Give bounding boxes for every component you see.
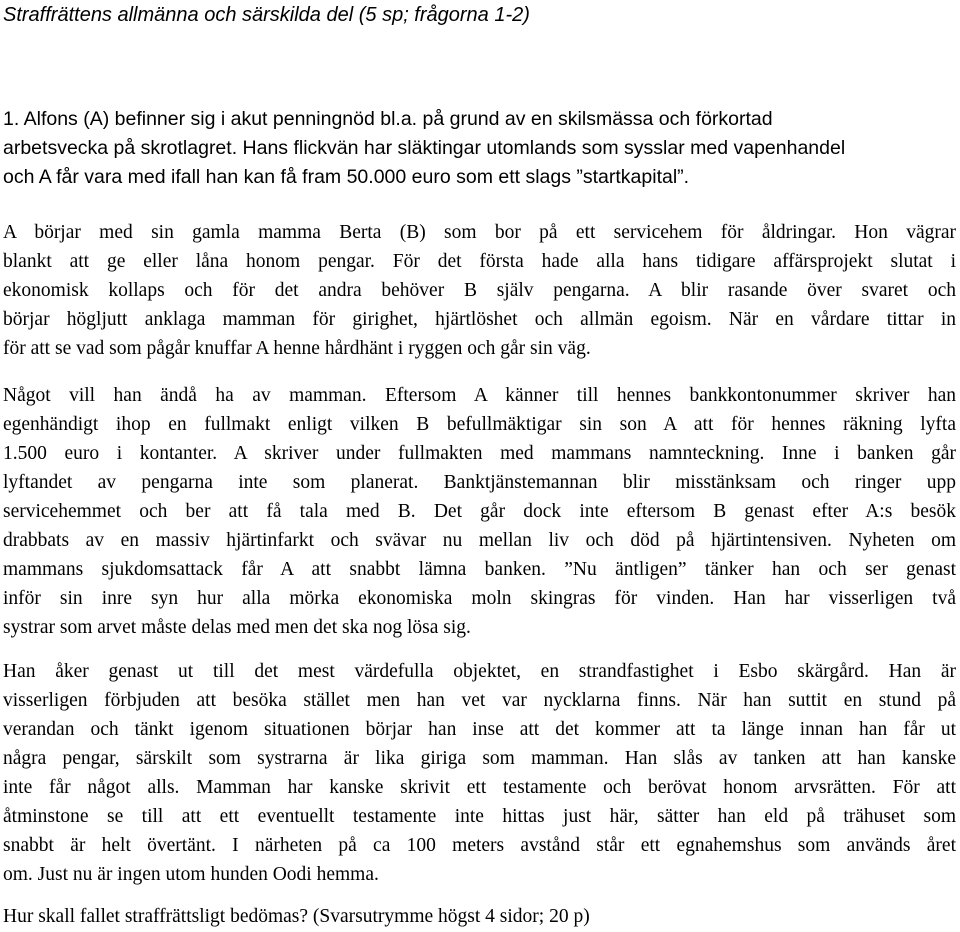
- paragraph-line: några pengar, särskilt som systrarna är lika giriga som mamman. Han slås av tanken att han kanske: [3, 748, 956, 769]
- intro-line: arbetsvecka på skrotlagret. Hans flickvän har släktingar utomlands som sysslar med vapenhandel: [3, 137, 846, 159]
- paragraph-line: ekonomisk kollaps och för det andra behöver B själv pengarna. A blir rasande över svaret och: [3, 280, 956, 301]
- paragraph-line: för att se vad som pågår knuffar A henne hårdhänt i ryggen och går sin väg.: [3, 338, 591, 359]
- paragraph-line: inför sin inre syn hur alla mörka ekonomiska moln skingras för vinden. Han har visserligen två: [3, 588, 956, 609]
- paragraph-fullmakt: [3, 381, 956, 642]
- paragraph-line: Något vill han ändå ha av mamman. Eftersom A känner till hennes bankkontonummer skriver han: [3, 385, 956, 406]
- question-intro: [3, 105, 953, 192]
- paragraph-line: inte får något alls. Mamman har kanske skrivit ett testamente och berövat honom arvsrätten. För att: [3, 777, 956, 798]
- paragraph-line: mammans sjukdomsattack får A att snabbt lämna banken. ”Nu äntligen” tänker han och ser genast: [3, 559, 956, 580]
- paragraph-line: om. Just nu är ingen utom hunden Oodi hemma.: [3, 864, 379, 885]
- paragraph-strandfastighet: [3, 657, 956, 889]
- paragraph-line: snabbt är helt övertänt. I närheten på ca 100 meters avstånd står ett egnahemshus som används året: [3, 835, 956, 856]
- intro-line: 1. Alfons (A) befinner sig i akut penningnöd bl.a. på grund av en skilsmässa och förkortad: [3, 108, 773, 130]
- page-title: Straffrättens allmänna och särskilda del (5 sp; frågorna 1-2): [3, 4, 530, 26]
- paragraph-line: servicehemmet och ber att få tala med B. Det går dock inte eftersom B genast efter A:s besök: [3, 501, 956, 522]
- intro-line: och A får vara med ifall han kan få fram 50.000 euro som ett slags ”startkapital”.: [3, 166, 690, 188]
- question-prompt: [3, 902, 956, 931]
- paragraph-berta: [3, 218, 956, 363]
- paragraph-line: verandan och tänkt igenom situationen börjar han inse att det kommer att ta länge innan han får ut: [3, 719, 956, 740]
- paragraph-line: börjar högljutt anklaga mamman för girighet, hjärtlöshet och allmän egoism. När en vårdare tittar in: [3, 309, 956, 330]
- paragraph-line: 1.500 euro i kontanter. A skriver under fullmakten med mammans namnteckning. Inne i banken går: [3, 443, 956, 464]
- paragraph-line: lyftandet av pengarna inte som planerat. Banktjänstemannan blir misstänksam och ringer upp: [3, 472, 956, 493]
- question-line: Hur skall fallet straffrättsligt bedömas? (Svarsutrymme högst 4 sidor; 20 p): [3, 906, 590, 927]
- paragraph-line: Han åker genast ut till det mest värdefulla objektet, en strandfastighet i Esbo skärgård. Han är: [3, 661, 956, 682]
- paragraph-line: visserligen förbjuden att besöka stället men han vet var nycklarna finns. När han suttit en stund på: [3, 690, 956, 711]
- paragraph-line: drabbats av en massiv hjärtinfarkt och svävar nu mellan liv och död på hjärtintensiven. Nyheten om: [3, 530, 956, 551]
- paragraph-line: åtminstone se till att ett eventuellt testamente inte hittas just här, sätter han eld på trähuset som: [3, 806, 956, 827]
- paragraph-line: A börjar med sin gamla mamma Berta (B) som bor på ett servicehem för åldringar. Hon vägrar: [3, 222, 956, 243]
- paragraph-line: blankt att ge eller låna honom pengar. För det första hade alla hans tidigare affärsprojekt slutat i: [3, 251, 956, 272]
- paragraph-line: egenhändigt ihop en fullmakt enligt vilken B befullmäktigar sin son A att för hennes räkning lyfta: [3, 414, 956, 435]
- paragraph-line: systrar som arvet måste delas med men det ska nog lösa sig.: [3, 617, 471, 638]
